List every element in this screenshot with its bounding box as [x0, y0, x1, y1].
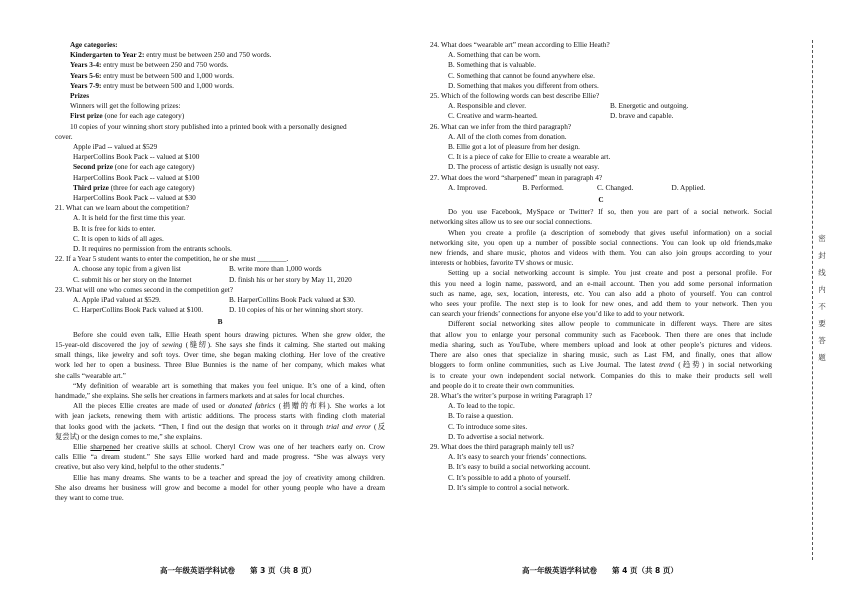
passage-line: networking site, you open up a number of possible social connections. You can look up old friends,make — [430, 237, 772, 247]
section-c-heading: C — [598, 195, 604, 205]
seal-char: 线 — [818, 268, 826, 277]
option: C. Something that cannot be found anywhere else. — [448, 70, 595, 80]
passage-line: There are also ones that specialize in sharing music, such as Last FM, and finally, ones that allow — [430, 350, 772, 360]
passage-line: with jean jackets, renewing them with artistic additions. The process starts with finding cloth material — [55, 411, 385, 421]
option: D. It’s simple to control a social network. — [448, 482, 569, 492]
option: B. To raise a question. — [448, 411, 514, 421]
page-3-footer: 高一年级英语学科试卷 第 3 页（共 8 页） — [160, 566, 316, 575]
passage-line: interests or hobbies, favorite TV shows or music. — [430, 258, 574, 268]
passage-line: she calls “wearable art.” — [55, 370, 126, 380]
option-row: C. submit his or her story on the Internet D. finish his or her story by May 11, 2020 — [73, 274, 352, 284]
passage-line: handmade,” she explains. She sells her creations in farmers markets and at sales for local churches. — [55, 390, 345, 400]
passage-line: 复尝试) or the design comes to me,” she explains. — [55, 431, 203, 441]
age-rule: Kindergarten to Year 2: entry must be between 250 and 750 words. — [70, 50, 272, 60]
passage-line: Setting up a social networking account is simple. You just create and post a personal profile. For — [448, 268, 772, 278]
prize-item: HarperCollins Book Pack -- valued at $100 — [73, 152, 200, 162]
seal-char: 题 — [818, 353, 826, 362]
seal-char: 封 — [818, 251, 826, 260]
seal-line — [812, 40, 813, 560]
question-28: 28. What’s the writer’s purpose in writing Paragraph 1? — [430, 390, 593, 400]
age-rule: Years 5-6: entry must be between 500 and 1,000 words. — [70, 70, 234, 80]
passage-line: networking sites allow us to see our social connections. — [430, 217, 592, 227]
option: C. It is a piece of cake for Ellie to create a wearable art. — [448, 152, 611, 162]
passage-line: they want to come true. — [55, 492, 124, 502]
seal-text — [816, 230, 828, 366]
passage-line: Do you use Facebook, MySpace or Twitter? If so, then you are part of a social network. Social — [448, 207, 772, 217]
option: D. It requires no permission from the entrants schools. — [73, 244, 232, 254]
passage-line: new friends, and share music, photos and videos with them. You can also join groups according to your — [430, 248, 772, 258]
passage-line: media sharing, such as YouTube, where members upload and look at other people’s pictures and videos. — [430, 339, 772, 349]
prize-item: HarperCollins Book Pack -- valued at $30 — [73, 193, 196, 203]
option: D. Something that makes you different from others. — [448, 80, 599, 90]
first-prize-desc: cover. — [55, 131, 73, 141]
question-22: 22. If a Year 5 student wants to enter the competition, he or she must ________. — [55, 254, 289, 264]
option: C. To introduce some sites. — [448, 421, 528, 431]
page-4-footer: 高一年级英语学科试卷 第 4 页（共 8 页） — [522, 566, 678, 575]
prize-item: HarperCollins Book Pack -- valued at $100 — [73, 172, 200, 182]
prizes-intro: Winners will get the following prizes: — [70, 101, 181, 111]
seal-char: 内 — [818, 285, 826, 294]
option-row: A. Improved. B. Performed. C. Changed. D. Applied. — [448, 182, 706, 192]
first-prize: First prize (one for each age category) — [70, 111, 185, 121]
passage-line: “My definition of wearable art is something that makes you feel unique. It’s one of a kind, often — [73, 380, 385, 390]
passage-line: can search your friends’ connections for anyone else you’d like to add to your network. — [430, 309, 685, 319]
passage-line: 15-year-old discovered the joy of sewing (缝纫). She says she finds it calming. She started out making — [55, 339, 385, 349]
option: C. It’s possible to add a photo of yourself. — [448, 472, 571, 482]
option: A. It is held for the first time this year. — [73, 213, 186, 223]
first-prize-desc: 10 copies of your winning short story published into a printed book with a personally designed — [70, 121, 347, 131]
prize-item: Apple iPad -- valued at $529 — [73, 142, 158, 152]
passage-line: that allow you to enlarge your personal community such as Facebook. Then there are ones that include — [430, 329, 772, 339]
passage-line: who sees your profile. The next step is to look for new ones, and add them to your network. Then you — [430, 299, 772, 309]
age-rule: Years 3-4: entry must be between 250 and 750 words. — [70, 60, 229, 70]
passage-line: Ellie has many dreams. She wants to be a teacher and spread the joy of creativity among children. — [73, 472, 385, 482]
question-27: 27. What does the word “sharpened” mean in paragraph 4? — [430, 172, 603, 182]
second-prize: Second prize (one for each age category) — [73, 162, 195, 172]
passage-line: Before she could even talk, Ellie Heath spent hours drawing pictures. When she grew older, the — [73, 329, 385, 339]
question-25: 25. Which of the following words can best describe Ellie? — [430, 91, 600, 101]
seal-char: 密 — [818, 234, 826, 243]
seal-char: 不 — [818, 302, 826, 311]
passage-line: such as name, age, sex, location, interests, etc. You can also add a photo of yourself. You can control — [430, 288, 772, 298]
prizes-heading: Prizes — [70, 91, 90, 101]
passage-line: When you create a profile (a description of somebody that gives useful information) on a social — [448, 227, 772, 237]
option: B. Something that is valuable. — [448, 60, 536, 70]
option: A. Something that can be worn. — [448, 50, 541, 60]
passage-line: bloggers to form online communities, such as Live Journal. The latest trend (趋势) in social networking — [430, 360, 772, 370]
passage-line: and people do it to create their own communities. — [430, 380, 575, 390]
page-3-column — [55, 40, 385, 503]
option: A. It’s easy to search your friends’ connections. — [448, 452, 587, 462]
question-23: 23. What will one who comes second in the competition get? — [55, 284, 233, 294]
option: C. It is open to kids of all ages. — [73, 233, 164, 243]
option: A. To lead to the topic. — [448, 401, 515, 411]
passage-line: All the pieces Ellie creates are made of used or donated fabrics (捐赠的布料). She works a lot — [73, 401, 385, 411]
passage-line: is to create your own independent social network. Companies do this to make their products sell well — [430, 370, 772, 380]
section-b-heading: B — [217, 317, 223, 327]
question-26: 26. What can we infer from the third paragraph? — [430, 121, 572, 131]
passage-line: Ellie sharpened her creative skills at school. Cheryl Crow was one of her teachers early on. Crow — [73, 441, 385, 451]
option: B. Ellie got a lot of pleasure from her design. — [448, 142, 580, 152]
passage-line: work led her to open a business. Three Blue Bunnies is the name of her company, which makes what — [55, 360, 385, 370]
age-categories-heading: Age categories: — [70, 40, 118, 49]
passage-line: small things, like jewelry and soft toys. Over time, she began making clothing. Her love of the creative — [55, 350, 385, 360]
option-row: A. Responsible and clever. B. Energetic and outgoing. — [448, 101, 689, 111]
age-rule: Years 7-9: entry must be between 500 and 1,000 words. — [70, 80, 234, 90]
question-29: 29. What does the third paragraph mainly tell us? — [430, 441, 574, 451]
seal-char: 要 — [818, 319, 826, 328]
passage-line: that looks good with the jackets. “Then, I find out the design that works on it through trial and error (反 — [55, 421, 385, 431]
seal-char: 答 — [818, 336, 826, 345]
option-row: C. Creative and warm-hearted. D. brave and capable. — [448, 111, 674, 121]
passage-line: this you need a login name, password, and an e-mail account. Then you add some personal information — [430, 278, 772, 288]
passage-line: She also dreams her business will grow and become a model for other young people who have a dream — [55, 482, 385, 492]
option-row: A. Apple iPad valued at $529. B. HarperCollins Book Pack valued at $30. — [73, 295, 356, 305]
third-prize: Third prize (three for each age category) — [73, 182, 195, 192]
option: D. To advertise a social network. — [448, 431, 545, 441]
question-24: 24. What does “wearable art” mean according to Ellie Heath? — [430, 40, 610, 49]
option: A. All of the cloth comes from donation. — [448, 131, 567, 141]
option-row: C. HarperCollins Book Pack valued at $100. D. 10 copies of his or her winning short story. — [73, 305, 363, 315]
page-4-column — [430, 40, 772, 493]
passage-line: Different social networking sites allow people to communicate in different ways. There are sites — [448, 319, 772, 329]
question-21: 21. What can we learn about the competition? — [55, 203, 189, 213]
option: D. The process of artistic design is usually not easy. — [448, 162, 600, 172]
passage-line: calls Ellie “a dream student.” She says Ellie worked hard and made progress. “She was always very — [55, 452, 385, 462]
passage-line: creative, but also very kind, helpful to the other students.” — [55, 462, 225, 472]
option: B. It is free for kids to enter. — [73, 223, 156, 233]
option: B. It’s easy to build a social networking account. — [448, 462, 591, 472]
option-row: A. choose any topic from a given list B. write more than 1,000 words — [73, 264, 322, 274]
